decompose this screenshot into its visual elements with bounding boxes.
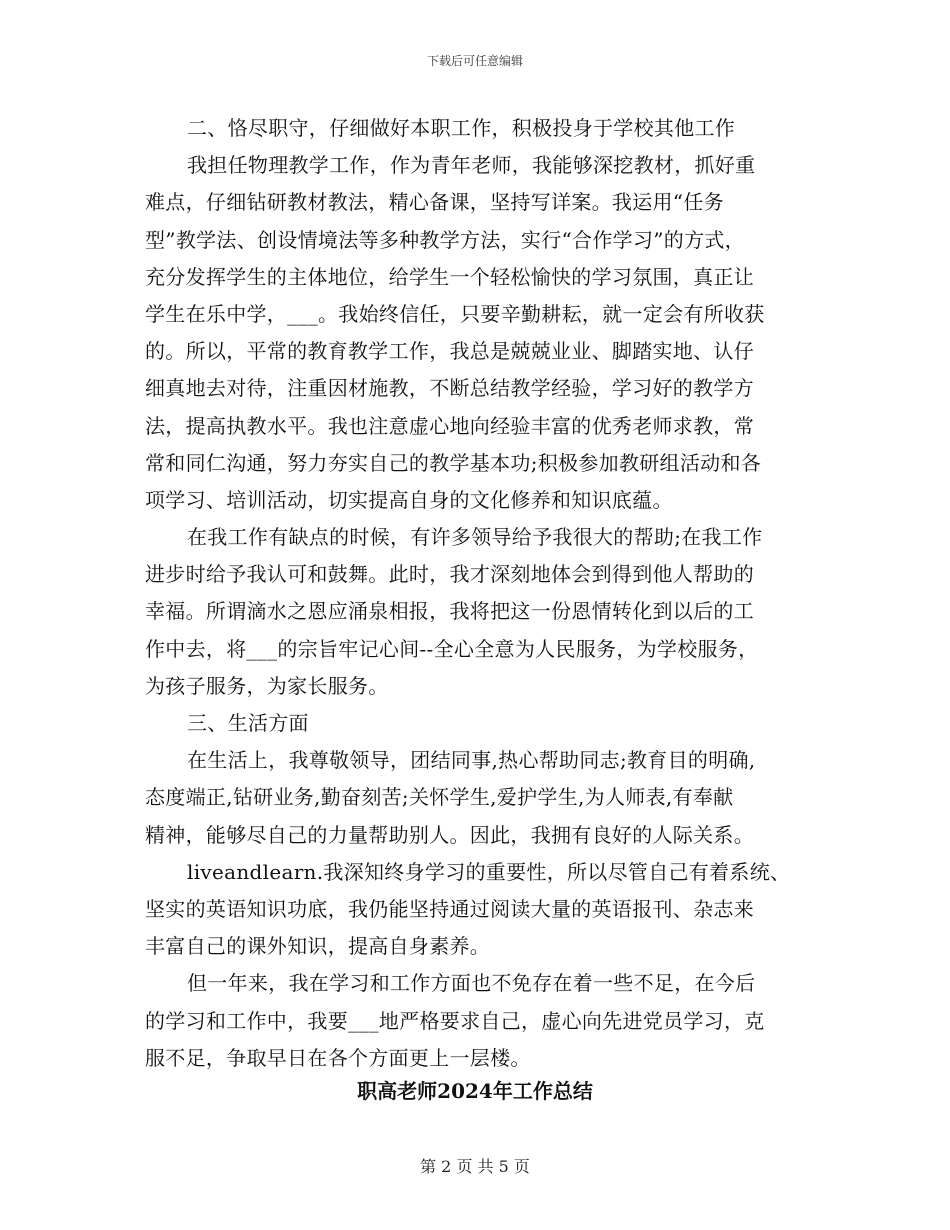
page-header-note: 下载后可任意编辑 — [426, 54, 523, 68]
paragraph-line: 法，提高执教水平。我也注意虚心地向经验丰富的优秀老师求教，常 — [145, 413, 754, 438]
paragraph-line: 我担任物理教学工作，作为青年老师，我能够深挖教材，抓好重 — [187, 153, 756, 178]
document-body — [145, 110, 835, 1077]
paragraph-line: 难点，仔细钻研教材教法，精心备课，坚持写详案。我运用“任务 — [145, 190, 724, 215]
paragraph-line: liveandlearn.我深知终身学习的重要性，所以尽管自己有着系统、 — [187, 859, 791, 884]
paragraph-line: 态度端正,钻研业务,勤奋刻苦;关怀学生,爱护学生,为人师表,有奉献 — [145, 785, 734, 810]
page-number: 第 2 页 共 5 页 — [420, 1157, 530, 1176]
paragraph-line: 项学习、培训活动，切实提高自身的文化修养和知识底蕴。 — [145, 487, 673, 512]
paragraph-line: 坚实的英语知识功底，我仍能坚持通过阅读大量的英语报刊、杂志来 — [145, 896, 754, 921]
paragraph-line: 精神，能够尽自己的力量帮助别人。因此，我拥有良好的人际关系。 — [145, 822, 754, 847]
paragraph-line: 在我工作有缺点的时候，有许多领导给予我很大的帮助;在我工作 — [187, 525, 763, 550]
section-heading-life: 三、生活方面 — [187, 711, 309, 735]
paragraph-line: 为孩子服务，为家长服务。 — [145, 673, 389, 698]
paragraph-line: 进步时给予我认可和鼓舞。此时，我才深刻地体会到得到他人帮助的 — [145, 562, 754, 587]
paragraph-line: 作中去，将___的宗旨牢记心间--全心全意为人民服务，为学校服务， — [145, 636, 759, 661]
paragraph-line: 在生活上，我尊敬领导，团结同事,热心帮助同志;教育目的明确, — [187, 748, 756, 773]
paragraph-line: 型”教学法、创设情境法等多种教学方法，实行“合作学习”的方式， — [145, 227, 745, 252]
paragraph-line: 学生在乐中学，___。我始终信任，只要辛勤耕耘，就一定会有所收获 — [145, 301, 765, 326]
paragraph-line: 的学习和工作中，我要___地严格要求自己，虚心向先进党员学习，克 — [145, 1008, 765, 1033]
paragraph-line: 的。所以，平常的教育教学工作，我总是兢兢业业、脚踏实地、认仔 — [145, 339, 754, 364]
paragraph-line: 丰富自己的课外知识，提高自身素养。 — [145, 934, 491, 959]
paragraph-line: 充分发挥学生的主体地位，给学生一个轻松愉快的学习氛围，真正让 — [145, 264, 754, 289]
paragraph-line: 幸福。所谓滴水之恩应涌泉相报，我将把这一份恩情转化到以后的工 — [145, 599, 754, 624]
document-title: 职高老师2024年工作总结 — [357, 1079, 593, 1103]
paragraph-line: 细真地去对待，注重因材施教，不断总结教学经验，学习好的教学方 — [145, 376, 754, 401]
paragraph-line: 但一年来，我在学习和工作方面也不免存在着一些不足，在今后 — [187, 971, 756, 996]
paragraph-line: 服不足，争取早日在各个方面更上一层楼。 — [145, 1045, 531, 1070]
paragraph-line: 常和同仁沟通，努力夯实自己的教学基本功;积极参加教研组活动和各 — [145, 450, 762, 475]
section-heading-duty: 二、恪尽职守，仔细做好本职工作，积极投身于学校其他工作 — [187, 116, 736, 140]
